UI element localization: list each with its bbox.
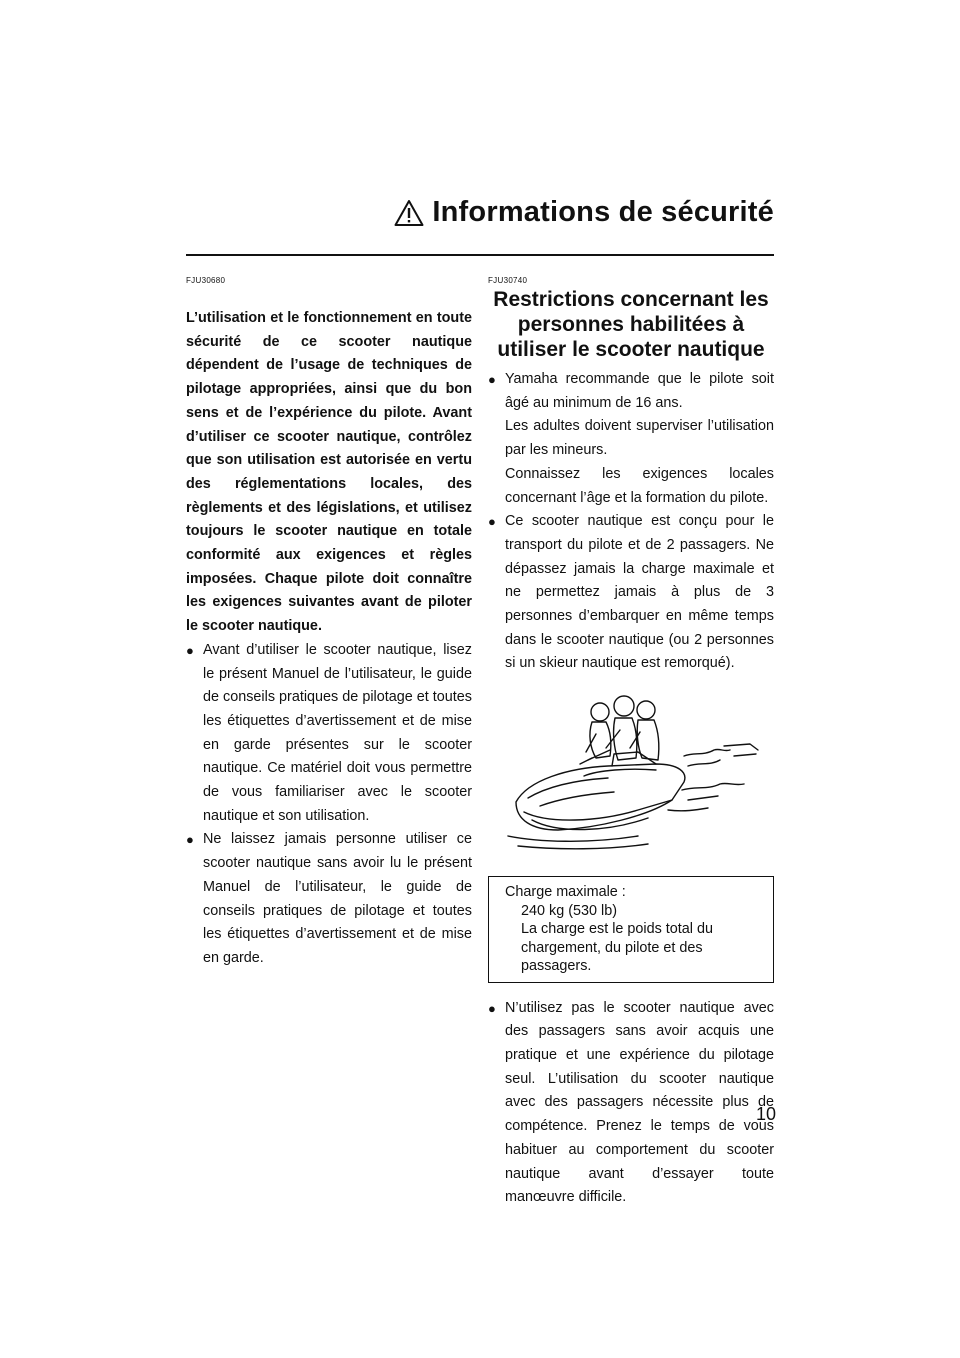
bullet-dot: ●	[186, 642, 194, 658]
bullet-text: Avant d’utiliser le scooter nautique, lisez le présent Manuel de l’utilisateur, le guide de conseils pratiques de pilotage et toutes les étiquettes d’avertissement et de mise en garde présentes sur le scooter nautique. Ce matériel doit vous permettre de vous familiariser avec le scooter nautique et son utilisation.	[203, 641, 472, 824]
bullet-dot: ●	[186, 832, 194, 848]
intro-paragraph: L’utilisation et le fonctionnement en toute sécurité de ce scooter nautique dépendent de l’usage de techniques de pilotage appropriées, ainsi que du bon sens et de l’expérience du pilote. Avant d’utiliser ce scooter nautique, contrôlez que son utilisation est autorisée en vertu des réglementations locales, des règlements et des législations, et utilisez toujours le scooter nautique en totale conformité aux exigences et règles imposées. Chaque pilote doit connaître les exigences suivantes avant de piloter le scooter nautique.	[186, 310, 472, 635]
list-item	[186, 828, 472, 970]
page-header	[186, 196, 774, 256]
bullet-dot: ●	[488, 1000, 496, 1016]
warning-triangle-icon	[394, 199, 424, 227]
section-title: Restrictions concernant les personnes habilitées à utiliser le scooter nautique	[493, 288, 769, 361]
max-load-label: Charge maximale :	[505, 884, 626, 901]
bullet-text: N’utilisez pas le scooter nautique avec des passagers sans avoir acquis une pratique et une expérience du pilotage seul. L’utilisation du scooter nautique avec des passagers nécessite plus de compétence. Prenez le temps de vous habituer au comportement du scooter nautique avant d’essayer toute manœuvre difficile.	[505, 999, 774, 1206]
right-bullet-list-2	[488, 997, 777, 1210]
left-column	[186, 276, 472, 971]
max-load-note: La charge est le poids total du chargement, du pilote et des passagers.	[521, 921, 714, 975]
list-item	[488, 368, 774, 510]
header-title: Informations de sécurité	[432, 196, 774, 228]
bullet-dot: ●	[488, 514, 496, 530]
page-number: 10	[756, 1104, 777, 1124]
right-bullet-list	[488, 368, 774, 676]
list-item	[186, 639, 472, 829]
list-item	[488, 510, 774, 676]
bullet-dot: ●	[488, 372, 496, 387]
max-load-value: 240 kg (530 lb)	[521, 902, 617, 919]
header-title-group	[394, 196, 774, 229]
list-item	[488, 997, 777, 1210]
bullet-text: Yamaha recommande que le pilote soit âgé au minimum de 16 ans.	[505, 371, 774, 411]
bullet-text: Connaissez les exigences locales concernant l’âge et la formation du pilote.	[505, 465, 774, 506]
section-code-right: FJU30740	[488, 276, 528, 285]
max-load-box	[488, 876, 774, 983]
bullet-text: Ce scooter nautique est conçu pour le transport du pilote et de 2 passagers. Ne dépassez jamais la charge maximale et ne permettez jamais à plus de 3 personnes d’embarquer en même temps dans le scooter nautique (ou 2 personnes si un skieur nautique est remorqué).	[505, 513, 774, 672]
bullet-text: Les adultes doivent superviser l’utilisation par les mineurs.	[505, 418, 774, 459]
left-bullet-list	[186, 639, 472, 971]
section-code-left: FJU30680	[186, 276, 226, 285]
right-column	[488, 276, 777, 1210]
jet-ski-illustration	[488, 690, 774, 858]
bullet-text: Ne laissez jamais personne utiliser ce scooter nautique sans avoir lu le présent Manuel de l’utilisateur, le guide de conseils pratiques de pilotage et toutes les étiquettes d’avertissement et de mise en garde.	[203, 831, 472, 966]
